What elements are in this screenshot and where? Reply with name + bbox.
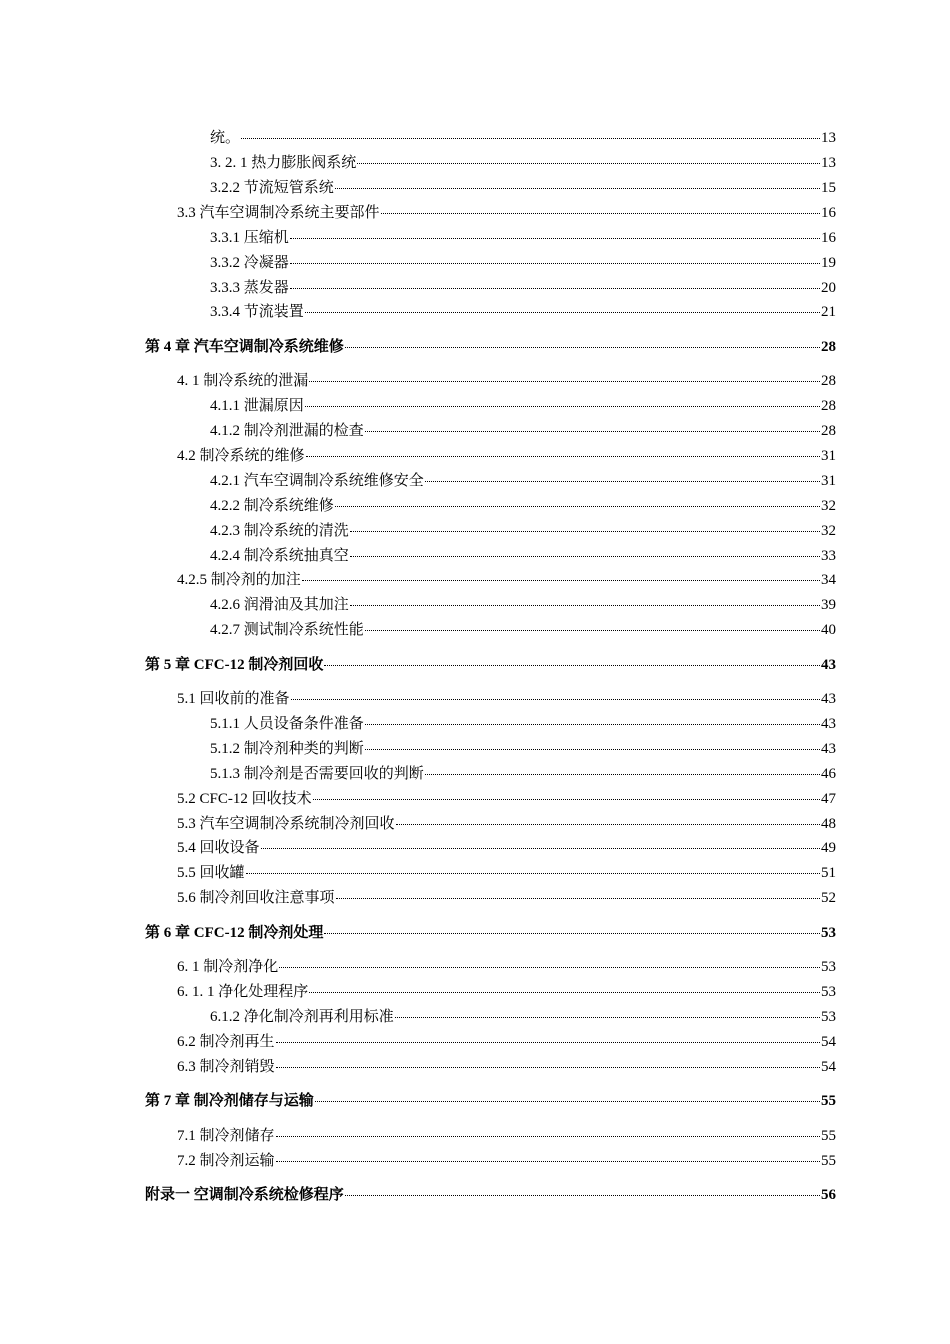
dot-leader <box>357 162 820 164</box>
toc-entry-title: 第 4 章 汽车空调制冷系统维修 <box>145 339 344 355</box>
toc-entry-title: 第 5 章 CFC-12 制冷剂回收 <box>145 657 324 673</box>
toc-entry[interactable] <box>177 371 836 391</box>
dot-leader <box>291 698 820 700</box>
toc-entry-title: 第 6 章 CFC-12 制冷剂处理 <box>145 925 324 941</box>
toc-entry[interactable] <box>210 302 836 322</box>
dot-leader <box>324 664 820 666</box>
toc-page-number: 52 <box>821 890 836 906</box>
toc-entry[interactable] <box>210 546 836 566</box>
dot-leader <box>350 530 820 532</box>
toc-page-number: 28 <box>821 423 836 439</box>
toc-entry-title: 4.2.1 汽车空调制冷系统维修安全 <box>210 473 424 489</box>
toc-entry[interactable] <box>177 1126 836 1146</box>
dot-leader <box>276 1160 820 1162</box>
toc-page-number: 53 <box>821 984 836 1000</box>
toc-entry[interactable] <box>210 153 836 173</box>
dot-leader <box>313 798 820 800</box>
toc-entry[interactable] <box>210 228 836 248</box>
toc-entry-title: 5.1.2 制冷剂种类的判断 <box>210 741 364 757</box>
toc-entry[interactable] <box>210 278 836 298</box>
toc-entry[interactable] <box>210 396 836 416</box>
dot-leader <box>261 847 820 849</box>
toc-page-number: 43 <box>821 657 836 673</box>
toc-entry[interactable] <box>177 1032 836 1052</box>
dot-leader <box>241 137 820 139</box>
toc-entry[interactable] <box>210 421 836 441</box>
dot-leader <box>290 287 820 289</box>
toc-entry[interactable] <box>210 620 836 640</box>
toc-entry-title: 3.3 汽车空调制冷系统主要部件 <box>177 205 380 221</box>
dot-leader <box>309 380 820 382</box>
toc-entry-title: 4.1.1 泄漏原因 <box>210 398 304 414</box>
toc-page-number: 13 <box>821 130 836 146</box>
toc-entry[interactable] <box>210 128 836 148</box>
dot-leader <box>381 212 820 214</box>
toc-page-number: 55 <box>821 1153 836 1169</box>
toc-page-number: 56 <box>821 1187 836 1203</box>
toc-entry-title: 5.3 汽车空调制冷系统制冷剂回收 <box>177 816 395 832</box>
toc-entry[interactable] <box>177 689 836 709</box>
toc-entry-title: 3.2.2 节流短管系统 <box>210 180 334 196</box>
toc-entry[interactable] <box>177 446 836 466</box>
toc-page-number: 43 <box>821 741 836 757</box>
toc-page-number: 16 <box>821 205 836 221</box>
dot-leader <box>350 604 820 606</box>
toc-entry[interactable] <box>210 714 836 734</box>
toc-page-number: 53 <box>821 925 836 941</box>
toc-entry-title: 5.5 回收罐 <box>177 865 245 881</box>
dot-leader <box>302 579 820 581</box>
dot-leader <box>290 262 820 264</box>
toc-page-number: 20 <box>821 280 836 296</box>
toc-entry[interactable] <box>210 595 836 615</box>
toc-entry[interactable] <box>210 1007 836 1027</box>
toc-entry[interactable] <box>177 1151 836 1171</box>
dot-leader <box>290 237 820 239</box>
toc-entry[interactable] <box>177 570 836 590</box>
toc-page-number: 55 <box>821 1093 836 1109</box>
toc-entry-title: 3.3.4 节流装置 <box>210 304 304 320</box>
dot-leader <box>305 311 820 313</box>
toc-page-number: 54 <box>821 1034 836 1050</box>
dot-leader <box>345 1194 820 1196</box>
toc-entry-title: 3.3.3 蒸发器 <box>210 280 289 296</box>
toc-entry-title: 5.4 回收设备 <box>177 840 260 856</box>
dot-leader <box>305 405 820 407</box>
toc-entry-title: 5.2 CFC-12 回收技术 <box>177 791 312 807</box>
dot-leader <box>365 748 820 750</box>
toc-chapter-entry[interactable] <box>145 337 836 357</box>
toc-entry[interactable] <box>210 521 836 541</box>
toc-entry[interactable] <box>177 1057 836 1077</box>
toc-page-number: 13 <box>821 155 836 171</box>
toc-entry-title: 5.1 回收前的准备 <box>177 691 290 707</box>
dot-leader <box>276 1066 820 1068</box>
toc-page-number: 28 <box>821 373 836 389</box>
toc-entry-title: 附录一 空调制冷系统检修程序 <box>145 1187 344 1203</box>
dot-leader <box>315 1100 820 1102</box>
dot-leader <box>365 723 820 725</box>
dot-leader <box>336 897 820 899</box>
toc-page-number: 49 <box>821 840 836 856</box>
toc-entry-title: 5.1.3 制冷剂是否需要回收的判断 <box>210 766 424 782</box>
toc-page-number: 55 <box>821 1128 836 1144</box>
toc-entry-title: 5.1.1 人员设备条件准备 <box>210 716 364 732</box>
toc-page-number: 34 <box>821 572 836 588</box>
toc-entry-title: 4.2.2 制冷系统维修 <box>210 498 334 514</box>
toc-entry[interactable] <box>210 739 836 759</box>
dot-leader <box>350 555 820 557</box>
toc-entry[interactable] <box>177 888 836 908</box>
toc-page-number: 31 <box>821 448 836 464</box>
toc-entry-title: 6.2 制冷剂再生 <box>177 1034 275 1050</box>
dot-leader <box>276 1041 820 1043</box>
dot-leader <box>246 872 820 874</box>
toc-page-number: 33 <box>821 548 836 564</box>
toc-page-number: 31 <box>821 473 836 489</box>
toc-entry-title: 6.1.2 净化制冷剂再利用标准 <box>210 1009 394 1025</box>
toc-entry-title: 第 7 章 制冷剂储存与运输 <box>145 1093 314 1109</box>
toc-page-number: 46 <box>821 766 836 782</box>
toc-entry[interactable] <box>177 838 836 858</box>
toc-entry[interactable] <box>210 253 836 273</box>
dot-leader <box>425 480 820 482</box>
toc-entry-title: 3. 2. 1 热力膨胀阀系统 <box>210 155 357 171</box>
toc-entry-title: 4.1.2 制冷剂泄漏的检查 <box>210 423 364 439</box>
toc-entry-title: 4.2.5 制冷剂的加注 <box>177 572 301 588</box>
toc-entry-title: 6. 1 制冷剂净化 <box>177 959 279 975</box>
dot-leader <box>335 505 820 507</box>
toc-entry-title: 4.2.6 润滑油及其加注 <box>210 597 349 613</box>
toc-entry-title: 7.2 制冷剂运输 <box>177 1153 275 1169</box>
toc-entry-title: 6.3 制冷剂销毁 <box>177 1059 275 1075</box>
toc-page-number: 48 <box>821 816 836 832</box>
toc-page-number: 28 <box>821 339 836 355</box>
toc-entry-title: 3.3.1 压缩机 <box>210 230 289 246</box>
toc-entry[interactable] <box>210 496 836 516</box>
dot-leader <box>396 823 820 825</box>
toc-entry-title: 4.2 制冷系统的维修 <box>177 448 305 464</box>
toc-entry[interactable] <box>177 203 836 223</box>
toc-page-number: 28 <box>821 398 836 414</box>
dot-leader <box>395 1016 820 1018</box>
toc-entry[interactable] <box>210 178 836 198</box>
toc-entry-title: 4.2.4 制冷系统抽真空 <box>210 548 349 564</box>
toc-entry-title: 4.2.7 测试制冷系统性能 <box>210 622 364 638</box>
toc-page-number: 32 <box>821 498 836 514</box>
toc-entry[interactable] <box>177 957 836 977</box>
toc-entry-title: 6. 1. 1 净化处理程序 <box>177 984 309 1000</box>
toc-page-number: 53 <box>821 959 836 975</box>
toc-page-number: 51 <box>821 865 836 881</box>
toc-page-number: 21 <box>821 304 836 320</box>
toc-entry-title: 4.2.3 制冷系统的清洗 <box>210 523 349 539</box>
toc-page-number: 16 <box>821 230 836 246</box>
toc-page-number: 15 <box>821 180 836 196</box>
toc-entry[interactable] <box>177 814 836 834</box>
toc-entry[interactable] <box>177 789 836 809</box>
toc-page-number: 39 <box>821 597 836 613</box>
toc-page-number: 54 <box>821 1059 836 1075</box>
toc-chapter-entry[interactable] <box>145 1185 836 1205</box>
dot-leader <box>365 430 820 432</box>
dot-leader <box>309 991 820 993</box>
toc-page-number: 43 <box>821 716 836 732</box>
toc-page-number: 47 <box>821 791 836 807</box>
toc-entry[interactable] <box>177 863 836 883</box>
dot-leader <box>324 932 820 934</box>
dot-leader <box>365 629 820 631</box>
dot-leader <box>279 966 820 968</box>
toc-entry-title: 5.6 制冷剂回收注意事项 <box>177 890 335 906</box>
toc-page-number: 19 <box>821 255 836 271</box>
toc-entry-title: 统。 <box>210 130 241 146</box>
toc-chapter-entry[interactable] <box>145 923 836 943</box>
toc-page-number: 32 <box>821 523 836 539</box>
toc-entry-title: 7.1 制冷剂储存 <box>177 1128 275 1144</box>
dot-leader <box>345 346 820 348</box>
dot-leader <box>335 187 820 189</box>
toc-page-number: 53 <box>821 1009 836 1025</box>
toc-entry[interactable] <box>177 982 836 1002</box>
toc-chapter-entry[interactable] <box>145 655 836 675</box>
dot-leader <box>425 773 820 775</box>
dot-leader <box>276 1135 820 1137</box>
toc-entry[interactable] <box>210 764 836 784</box>
toc-entry-title: 3.3.2 冷凝器 <box>210 255 289 271</box>
toc-chapter-entry[interactable] <box>145 1091 836 1111</box>
toc-page-number: 43 <box>821 691 836 707</box>
toc-entry[interactable] <box>210 471 836 491</box>
toc-page-number: 40 <box>821 622 836 638</box>
dot-leader <box>306 455 820 457</box>
toc-entry-title: 4. 1 制冷系统的泄漏 <box>177 373 309 389</box>
